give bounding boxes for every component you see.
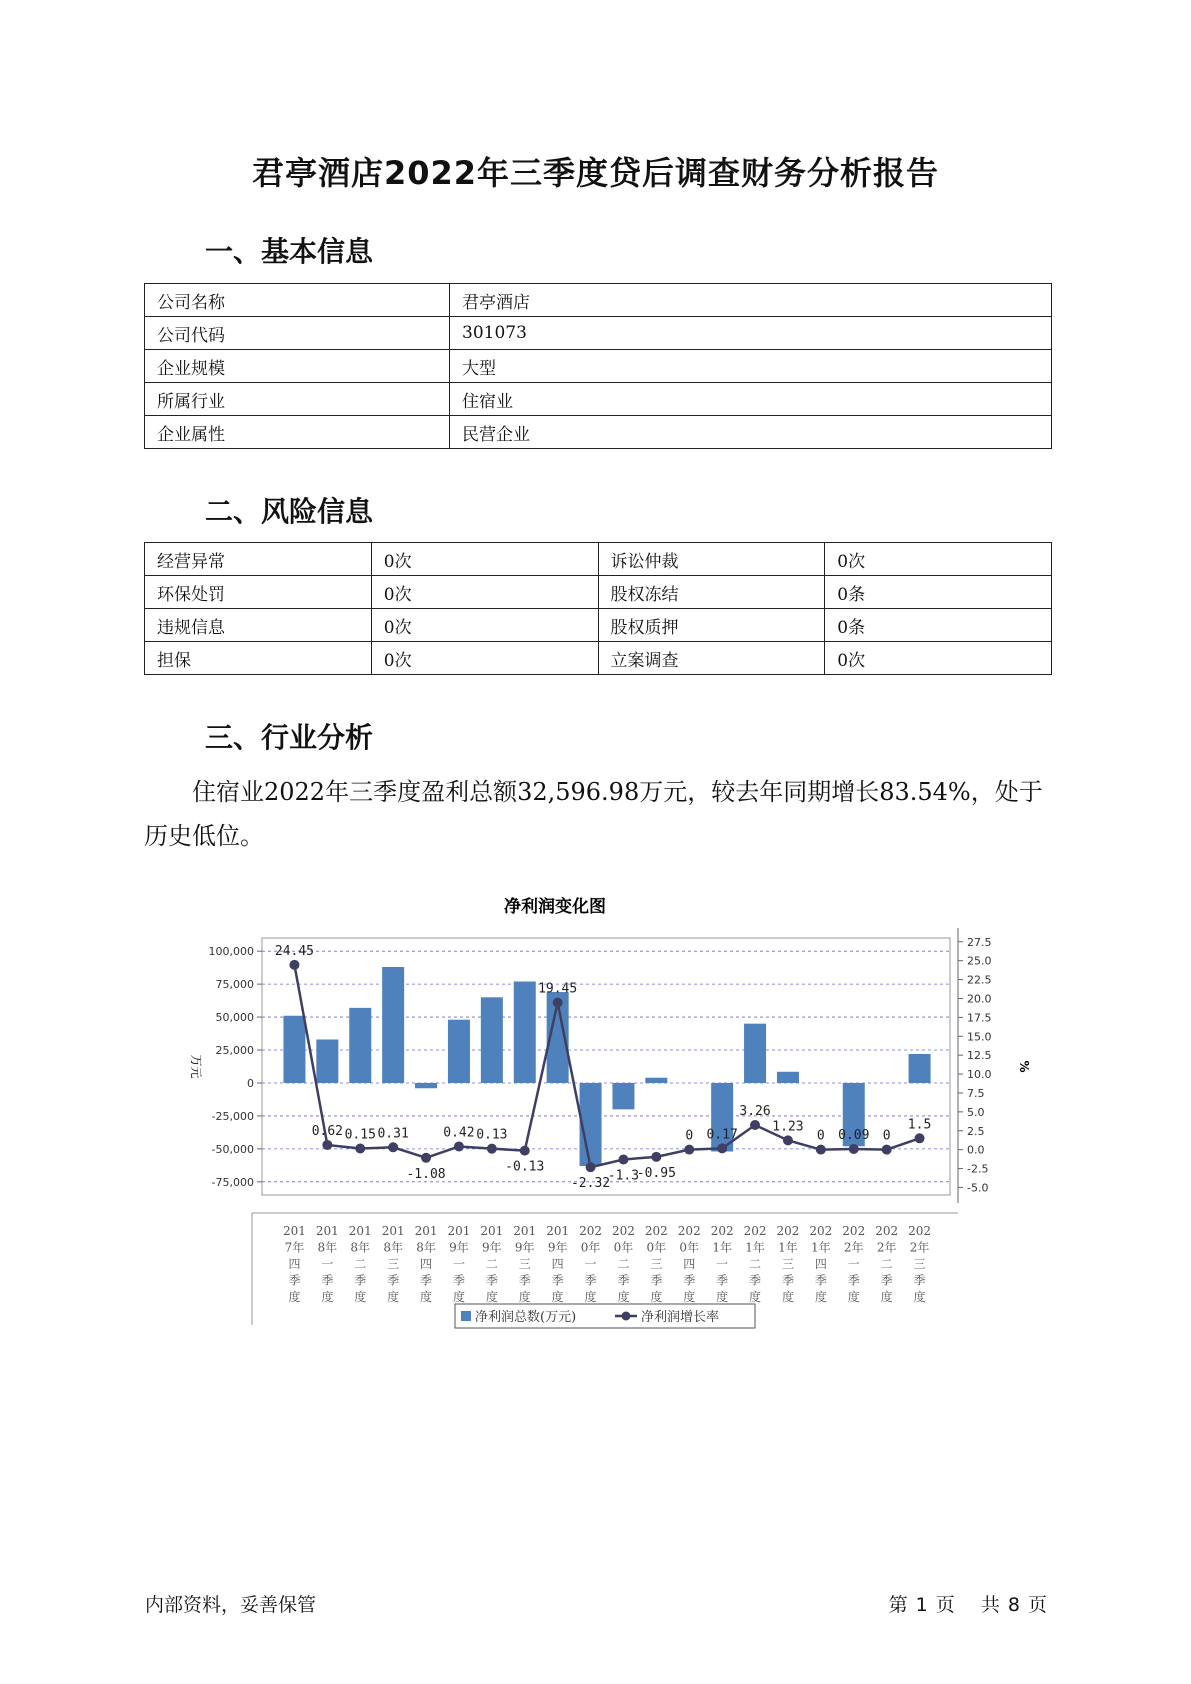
growth-label-4: -1.08 xyxy=(406,1166,446,1182)
basic-info-row xyxy=(145,317,1052,350)
x-tick-label: 202 0年三季度 xyxy=(644,1224,668,1304)
risk-info-value: 0条 xyxy=(825,576,1052,609)
bar-3 xyxy=(382,967,404,1083)
x-tick-label: 202 1年三季度 xyxy=(776,1224,800,1304)
bar-4 xyxy=(415,1083,437,1088)
risk-info-value: 0条 xyxy=(825,609,1052,642)
growth-point-14 xyxy=(750,1120,760,1130)
y2-tick-label: 27.5 xyxy=(967,935,992,949)
growth-label-15: 1.23 xyxy=(772,1119,804,1135)
y2-tick-label: 17.5 xyxy=(967,1011,992,1025)
risk-info-row xyxy=(145,642,1052,675)
legend-label-line: 净利润增长率 xyxy=(641,1310,720,1325)
growth-label-6: 0.13 xyxy=(476,1127,508,1143)
y2-axis-label: % xyxy=(1017,1060,1031,1073)
growth-point-3 xyxy=(388,1142,398,1152)
risk-info-value: 0次 xyxy=(371,642,598,675)
growth-point-17 xyxy=(849,1144,859,1154)
risk-info-value: 0次 xyxy=(371,609,598,642)
growth-point-15 xyxy=(783,1135,793,1145)
y2-tick-label: 20.0 xyxy=(967,992,992,1006)
growth-label-8: 19.45 xyxy=(538,981,578,997)
growth-label-17: 0.09 xyxy=(838,1127,870,1143)
risk-info-value: 0次 xyxy=(371,576,598,609)
growth-label-13: 0.17 xyxy=(706,1127,738,1143)
bar-6 xyxy=(481,997,503,1083)
growth-label-3: 0.31 xyxy=(377,1126,409,1142)
growth-label-2: 0.15 xyxy=(344,1127,376,1143)
y2-tick-label: 0.0 xyxy=(967,1143,985,1157)
y2-tick-label: 12.5 xyxy=(967,1049,992,1063)
x-tick-label: 202 1年一季度 xyxy=(710,1224,734,1304)
x-tick-label: 202 0年四季度 xyxy=(677,1224,701,1304)
total-suffix: 页 xyxy=(1027,1594,1047,1616)
x-tick-label: 202 1年四季度 xyxy=(809,1224,833,1304)
y2-tick-label: 2.5 xyxy=(967,1124,985,1138)
net-profit-chart xyxy=(180,890,1040,1350)
basic-info-row xyxy=(145,350,1052,383)
basic-info-label: 所属行业 xyxy=(145,383,450,416)
y-tick-label: 100,000 xyxy=(208,945,254,959)
growth-point-8 xyxy=(553,998,563,1008)
bar-10 xyxy=(612,1083,634,1109)
section-industry-heading: 三、行业分析 xyxy=(205,721,374,754)
growth-point-10 xyxy=(618,1154,628,1164)
legend-swatch-point xyxy=(622,1312,631,1321)
growth-point-5 xyxy=(454,1141,464,1151)
growth-label-7: -0.13 xyxy=(505,1159,545,1175)
y2-tick-label: 15.0 xyxy=(967,1030,992,1044)
risk-info-row xyxy=(145,543,1052,576)
growth-point-9 xyxy=(586,1162,596,1172)
x-tick-label: 201 9年三季度 xyxy=(513,1224,537,1304)
basic-info-value: 301073 xyxy=(450,317,1052,350)
basic-info-row xyxy=(145,284,1052,317)
x-tick-label: 201 7年四季度 xyxy=(282,1224,306,1304)
industry-analysis-text: 住宿业2022年三季度盈利总额32,596.98万元，较去年同期增长83.54%，处于历史低位。 xyxy=(144,778,1043,850)
x-tick-label: 202 2年三季度 xyxy=(908,1224,932,1304)
risk-info-row xyxy=(145,609,1052,642)
growth-point-2 xyxy=(355,1144,365,1154)
x-tick-label: 201 9年二季度 xyxy=(480,1224,504,1304)
growth-label-19: 1.5 xyxy=(907,1117,932,1133)
growth-point-11 xyxy=(651,1152,661,1162)
growth-label-11: -0.95 xyxy=(636,1165,676,1181)
x-tick-label: 202 2年二季度 xyxy=(875,1224,899,1304)
growth-point-12 xyxy=(684,1145,694,1155)
growth-label-16: 0 xyxy=(816,1128,825,1144)
risk-info-table xyxy=(144,542,1052,675)
report-title: 君亭酒店2022年三季度贷后调查财务分析报告 xyxy=(251,154,940,192)
basic-info-value: 君亭酒店 xyxy=(450,284,1052,317)
y2-tick-label: 10.0 xyxy=(967,1068,992,1082)
total-pages: 8 xyxy=(1007,1594,1020,1616)
bar-14 xyxy=(744,1024,766,1083)
x-tick-label: 201 9年四季度 xyxy=(546,1224,570,1304)
risk-info-row xyxy=(145,576,1052,609)
growth-point-0 xyxy=(289,960,299,970)
risk-info-label: 环保处罚 xyxy=(145,576,372,609)
growth-label-1: 0.62 xyxy=(311,1123,344,1139)
growth-point-6 xyxy=(487,1144,497,1154)
bar-7 xyxy=(514,981,536,1082)
page-suffix: 页 xyxy=(935,1594,955,1616)
legend-swatch-bar xyxy=(461,1311,471,1321)
growth-point-4 xyxy=(421,1153,431,1163)
x-tick-label: 202 2年一季度 xyxy=(842,1224,866,1304)
bar-5 xyxy=(448,1020,470,1083)
basic-info-value: 住宿业 xyxy=(450,383,1052,416)
page-prefix: 第 xyxy=(888,1594,908,1616)
y-tick-label: -75,000 xyxy=(211,1175,254,1189)
y-tick-label: 25,000 xyxy=(215,1044,254,1058)
basic-info-label: 公司代码 xyxy=(145,317,450,350)
bar-19 xyxy=(909,1054,931,1083)
total-prefix: 共 xyxy=(980,1594,1000,1616)
growth-label-12: 0 xyxy=(685,1128,694,1144)
growth-label-18: 0 xyxy=(882,1128,891,1144)
growth-label-0: 24.45 xyxy=(274,943,315,959)
basic-info-value: 民营企业 xyxy=(450,416,1052,449)
risk-info-label: 股权质押 xyxy=(598,609,825,642)
risk-info-label: 经营异常 xyxy=(145,543,372,576)
y2-tick-label: -5.0 xyxy=(967,1181,989,1195)
growth-point-7 xyxy=(520,1146,530,1156)
y-tick-label: 50,000 xyxy=(215,1011,254,1025)
y-tick-label: -25,000 xyxy=(211,1109,254,1123)
y2-tick-label: -2.5 xyxy=(967,1162,989,1176)
growth-point-16 xyxy=(816,1145,826,1155)
basic-info-label: 企业规模 xyxy=(145,350,450,383)
x-tick-label: 201 8年二季度 xyxy=(348,1224,372,1304)
legend-label-bar: 净利润总数(万元) xyxy=(475,1310,577,1325)
growth-point-18 xyxy=(882,1145,892,1155)
y2-tick-label: 7.5 xyxy=(967,1086,985,1100)
risk-info-value: 0次 xyxy=(825,642,1052,675)
page-number: 1 xyxy=(915,1594,928,1616)
y-tick-label: -50,000 xyxy=(211,1142,254,1156)
y2-tick-label: 25.0 xyxy=(967,954,992,968)
growth-label-9: -2.32 xyxy=(570,1176,611,1192)
x-tick-label: 201 9年一季度 xyxy=(447,1224,471,1304)
growth-label-5: 0.42 xyxy=(443,1125,475,1141)
y-tick-label: 0 xyxy=(247,1076,254,1090)
growth-point-1 xyxy=(322,1140,332,1150)
basic-info-row xyxy=(145,383,1052,416)
basic-info-label: 公司名称 xyxy=(145,284,450,317)
growth-label-14: 3.26 xyxy=(739,1104,771,1120)
bar-0 xyxy=(283,1016,305,1083)
risk-info-value: 0次 xyxy=(825,543,1052,576)
y2-tick-label: 5.0 xyxy=(967,1105,985,1119)
footer-page-info xyxy=(885,1590,1051,1617)
bar-1 xyxy=(316,1039,338,1082)
risk-info-label: 担保 xyxy=(145,642,372,675)
basic-info-label: 企业属性 xyxy=(145,416,450,449)
x-tick-label: 202 0年二季度 xyxy=(611,1224,635,1304)
risk-info-label: 股权冻结 xyxy=(598,576,825,609)
risk-info-label: 立案调查 xyxy=(598,642,825,675)
y2-tick-label: 22.5 xyxy=(967,973,992,987)
basic-info-value: 大型 xyxy=(450,350,1052,383)
basic-info-row xyxy=(145,416,1052,449)
section-basic-heading: 一、基本信息 xyxy=(205,235,374,268)
risk-info-label: 诉讼仲裁 xyxy=(598,543,825,576)
x-tick-label: 202 0年一季度 xyxy=(579,1224,603,1304)
bar-2 xyxy=(349,1008,371,1083)
risk-info-value: 0次 xyxy=(371,543,598,576)
risk-info-label: 违规信息 xyxy=(145,609,372,642)
bar-15 xyxy=(777,1072,799,1083)
x-tick-label: 202 1年二季度 xyxy=(743,1224,767,1304)
basic-info-table xyxy=(144,283,1052,449)
y-axis-label: 万元 xyxy=(189,1054,203,1079)
x-tick-label: 201 8年三季度 xyxy=(381,1224,405,1304)
growth-label-10: -1.3 xyxy=(607,1168,640,1184)
growth-point-19 xyxy=(915,1133,925,1143)
chart-title: 净利润变化图 xyxy=(504,897,606,917)
x-tick-label: 201 8年四季度 xyxy=(414,1224,438,1304)
bar-11 xyxy=(645,1078,667,1083)
y-tick-label: 75,000 xyxy=(215,978,254,992)
section-risk-heading: 二、风险信息 xyxy=(205,495,374,528)
x-tick-label: 201 8年一季度 xyxy=(315,1224,339,1304)
footer-confidential: 内部资料，妥善保管 xyxy=(145,1594,317,1616)
growth-point-13 xyxy=(717,1143,727,1153)
